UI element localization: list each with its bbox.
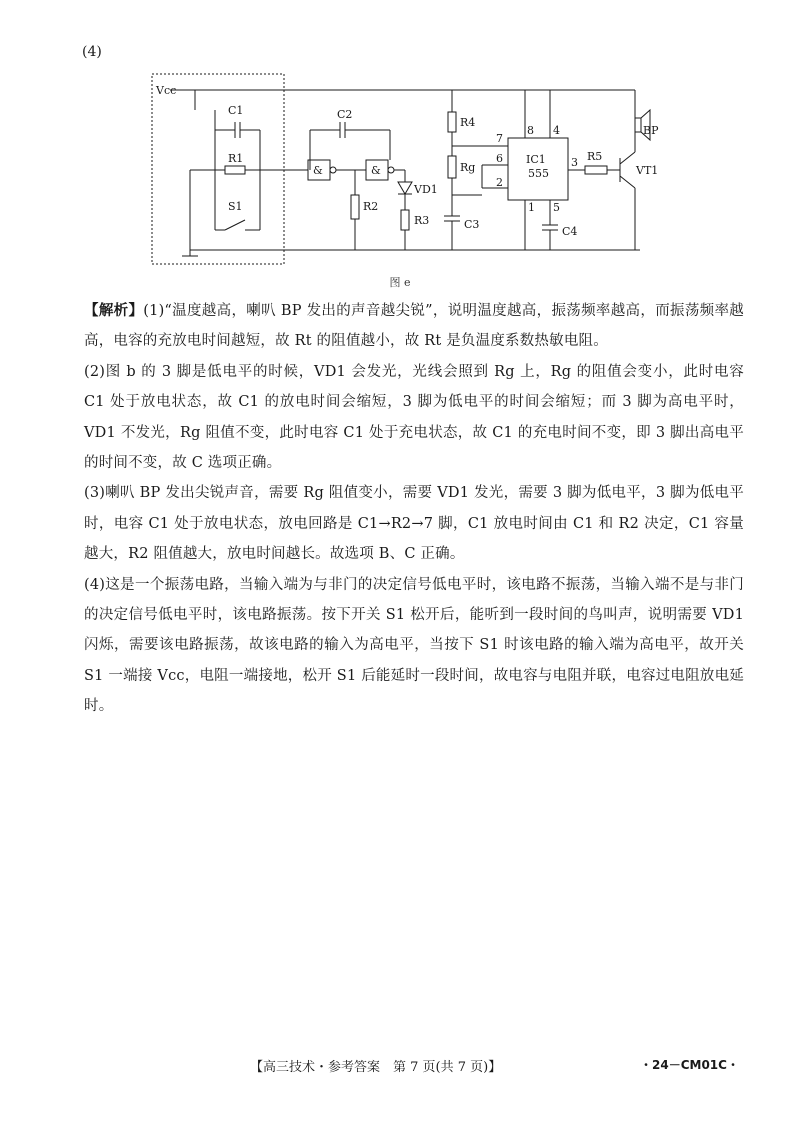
s1-label: S1 [228,200,243,213]
ic1-label: IC1 [526,153,546,166]
r5-resistor [585,166,607,174]
analysis-paragraph-2: (2)图 b 的 3 脚是低电平的时候，VD1 会发光，光线会照到 Rg 上，Rg 的阻值会变小，此时电容 C1 处于放电状态，故 C1 的放电时间会缩短，3 脚为低电平的时间会缩短；而 3 脚为高电平时，VD1 不发光，Rg 阻值不变，此时电容 C1 处于充电状态，故 C1 的充电时间不变，即 3 脚出高电平的时间不变，故 C 选项正确。 [84,363,744,472]
figure-caption: 图 e [389,276,411,289]
gate1-label: & [313,164,323,177]
rg-label: Rg [460,161,476,174]
pin4-label: 4 [553,124,560,137]
pin1-label: 1 [528,201,535,214]
pin5-label: 5 [553,201,560,214]
footer-page-info: 【高三技术・参考答案 第 7 页(共 7 页)】 [250,1060,502,1075]
bp-speaker [635,118,641,132]
r3-label: R3 [414,214,430,227]
analysis-paragraph-4: (4)这是一个振荡电路，当输入端为与非门的决定信号低电平时，该电路不振荡，当输入端不是与非门的决定信号低电平时，该电路振荡。按下开关 S1 松开后，能听到一段时间的鸟叫声，说明需要 VD1 闪烁，需要该电路振荡，故该电路的输入为高电平，当按下 S1 时该电路的输入端为高电平，故开关 S1 一端接 Vcc，电阻一端接地，松开 S1 后能延时一段时间，故电容与电阻并联，电容过电阻放电延时。 [84,576,744,715]
analysis-paragraph-3: (3)喇叭 BP 发出尖锐声音，需要 Rg 阻值变小，需要 VD1 发光，需要 3 脚为低电平，3 脚为低电平时，电容 C1 处于放电状态，放电回路是 C1→R2→7 脚，C1 放电时间由 C1 和 R2 决定，C1 容量越大，R2 阻值越大，放电时间越长。故选项 B、C 正确。 [84,485,744,563]
r4-label: R4 [460,116,476,129]
r2-label: R2 [363,200,379,213]
ic-model-label: 555 [528,167,549,180]
pin3-label: 3 [571,156,578,169]
bp-label: BP [643,124,659,137]
analysis-paragraph-1 [84,296,744,357]
c2-label: C2 [337,108,353,121]
r4-resistor [448,112,456,132]
r2-resistor [351,195,359,219]
c1-label: C1 [228,104,244,117]
rg-photoresistor [448,156,456,178]
r1-label: R1 [228,152,244,165]
analysis-section [84,296,744,722]
c3-label: C3 [464,218,480,231]
r1-resistor [225,166,245,174]
r3-resistor [401,210,409,230]
c4-label: C4 [562,225,578,238]
pin2-label: 2 [496,176,503,189]
section-label: (4) [82,44,102,60]
pin6-label: 6 [496,152,503,165]
vd1-label: VD1 [414,183,438,196]
footer-code: ・24－CM01C・ [640,1058,739,1072]
pin7-label: 7 [496,132,503,145]
circuit-diagram [130,70,659,270]
analysis-text-1: (1)“温度越高，喇叭 BP 发出的声音越尖锐”，说明温度越高，振荡频率越高，而振荡频率越高，电容的充放电时间越短，故 Rt 的阻值越小，故 Rt 是负温度系数热敏电阻。 [84,303,744,350]
s1-switch [225,220,245,230]
r5-label: R5 [587,150,603,163]
dashed-enclosure [152,74,284,264]
vcc-label: Vcc [156,84,177,97]
analysis-tag: 【解析】 [84,302,144,319]
pin8-label: 8 [527,124,534,137]
vt1-label: VT1 [636,164,659,177]
gate2-label: & [371,164,381,177]
